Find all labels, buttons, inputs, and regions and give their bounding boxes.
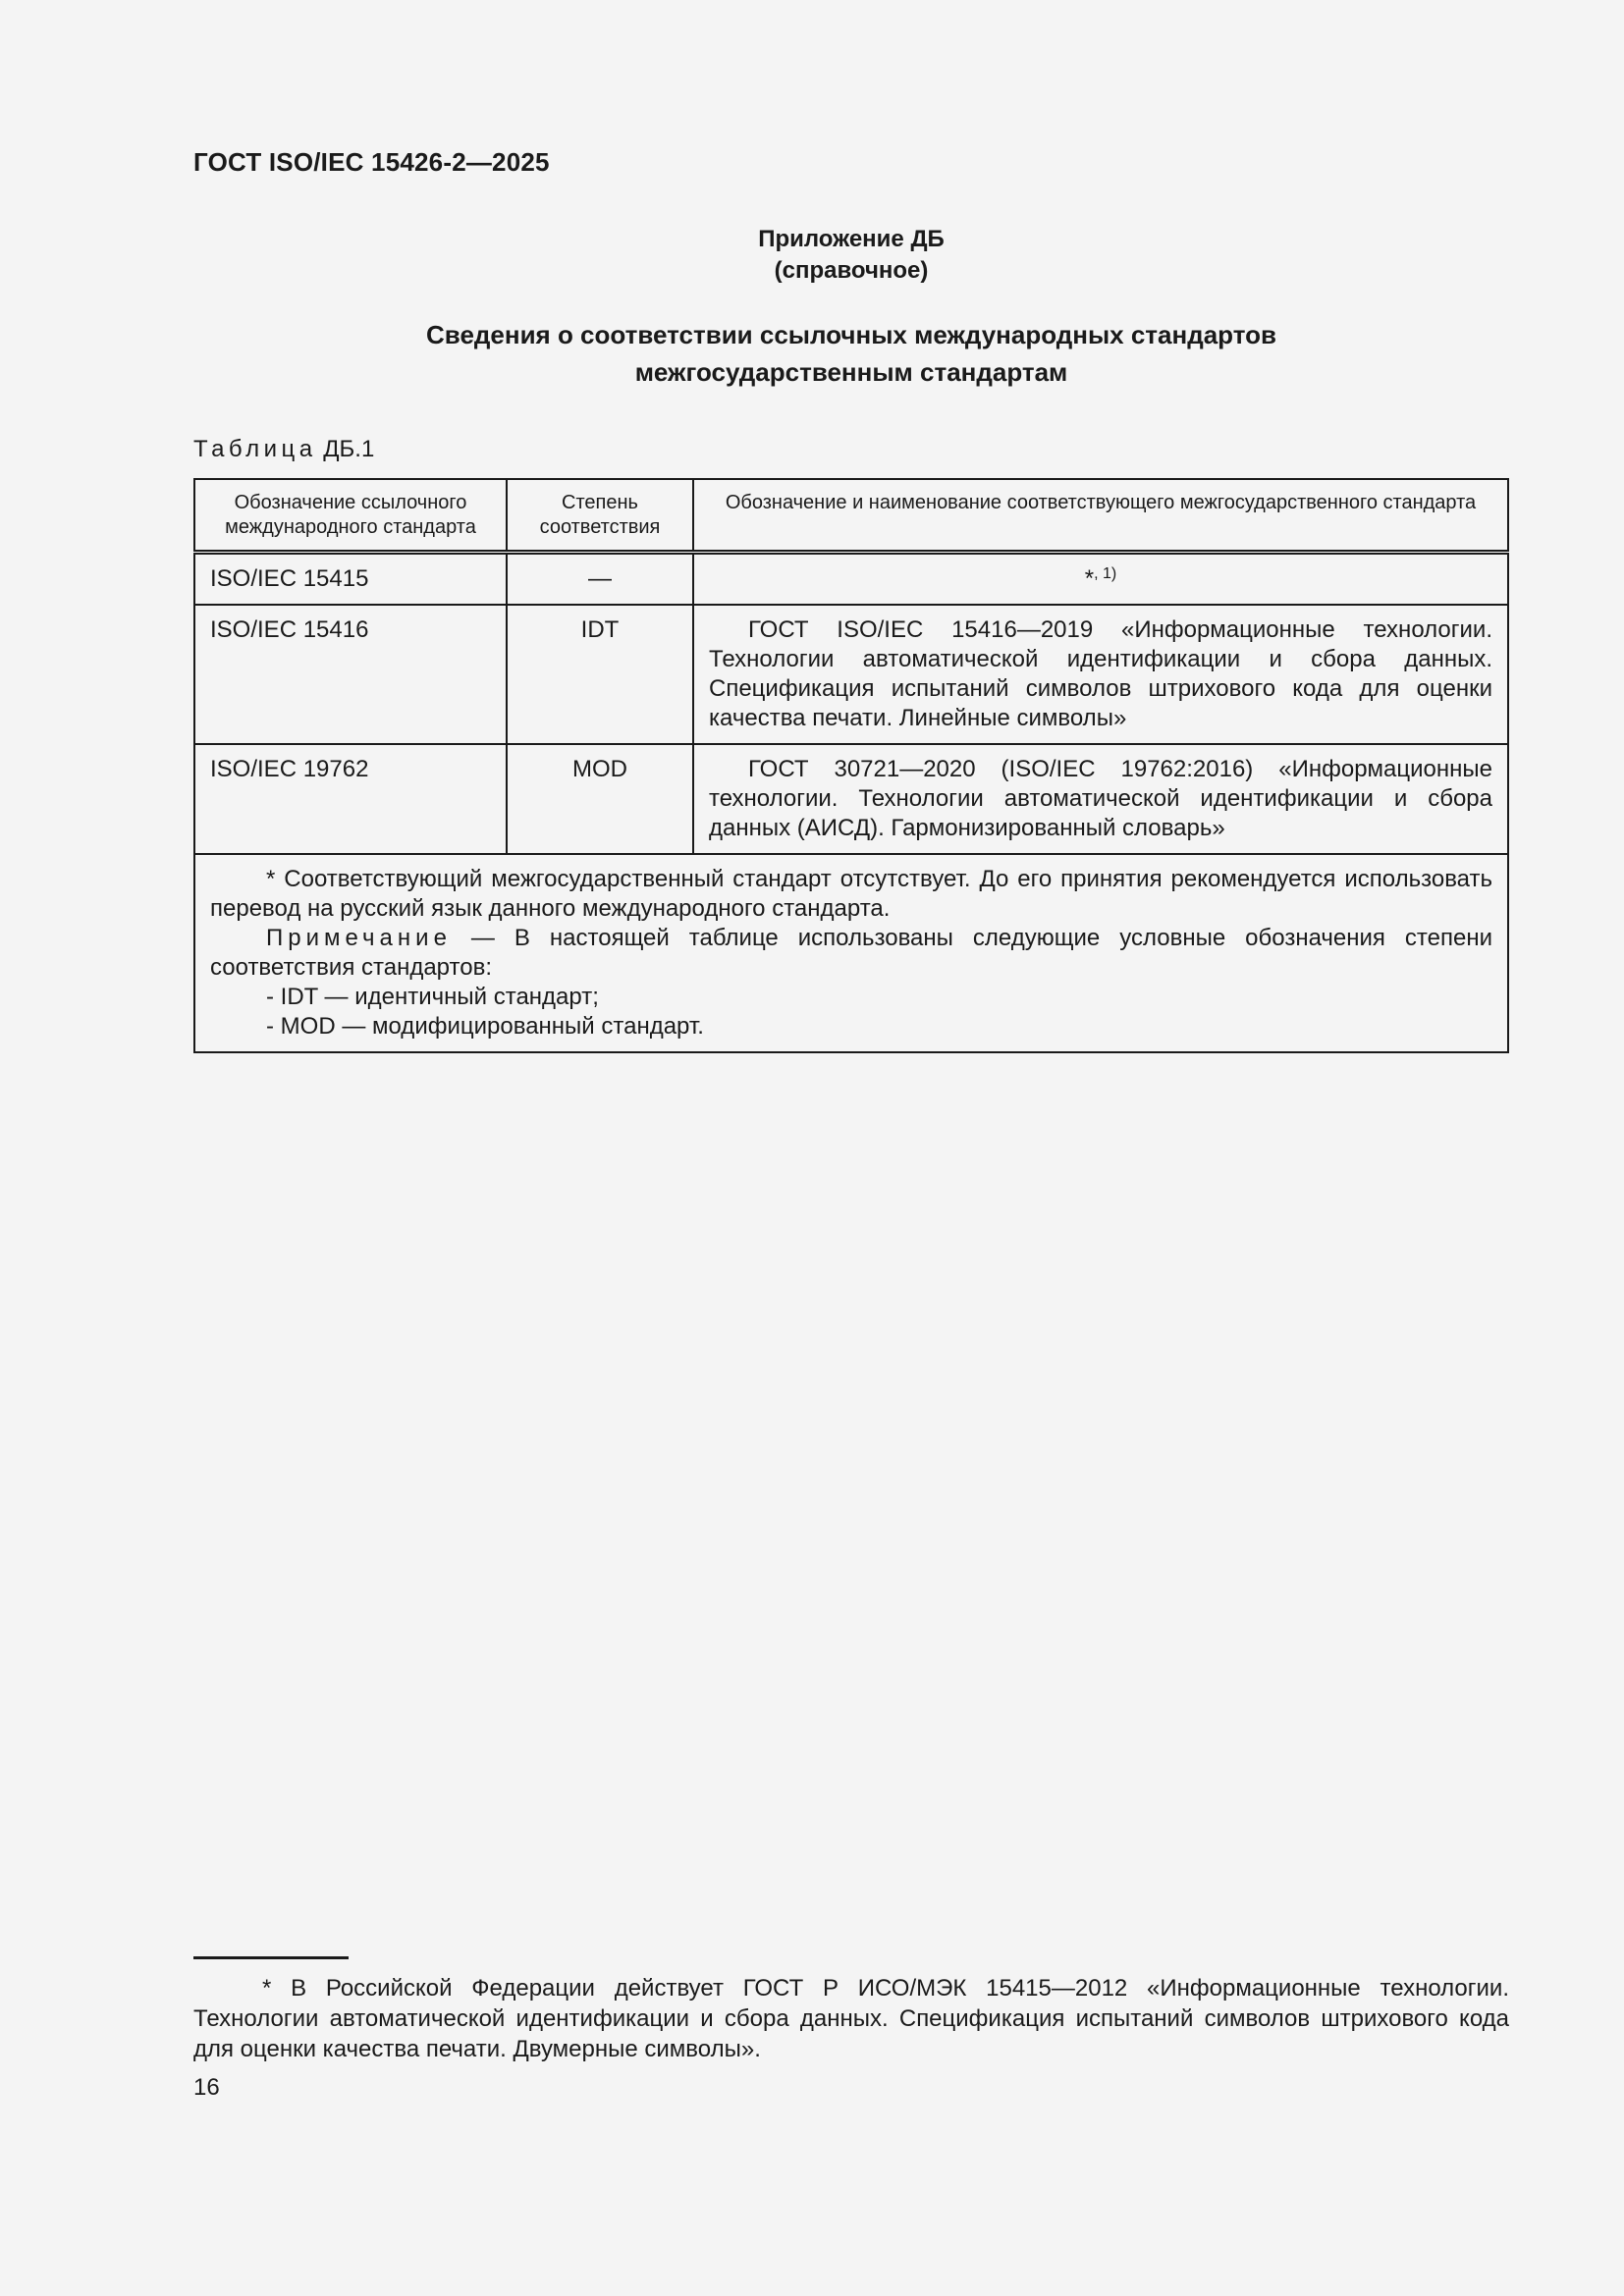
cell-degree: —: [507, 553, 693, 606]
correspondence-table: [193, 478, 1509, 1053]
cell-standard: ISO/IEC 15415: [194, 553, 507, 606]
page-footnote: [193, 1973, 1509, 2064]
heading-line-1: Сведения о соответствии ссылочных международных стандартов: [426, 320, 1276, 349]
column-header-text: Степень: [562, 492, 638, 513]
cell-standard: ISO/IEC 15416: [194, 605, 507, 744]
table-row: [194, 553, 1508, 606]
footnote-text: * В Российской Федерации действует ГОСТ Р ИСО/МЭК 15415—2012 «Информационные технологии. Технологии автоматической идентификации и сбора данных. Спецификация испытаний символов штрихового кода для оценки качества печати. Двумерные символы».: [193, 1975, 1509, 2062]
page-number: 16: [193, 2074, 220, 2101]
column-header-text: Обозначение ссылочного: [234, 492, 467, 513]
cell-description: [693, 553, 1508, 606]
description-text: ГОСТ 30721—2020 (ISO/IEC 19762:2016) «Информационные технологии. Технологии автоматической идентификации и сбора данных (АИСД). Гармонизированный словарь»: [709, 756, 1492, 841]
asterisk-note: * Соответствующий межгосударственный стандарт отсутствует. До его принятия рекомендуется использовать перевод на русский язык данного международного стандарта.: [210, 866, 1492, 922]
asterisk-mark: *: [1084, 565, 1095, 592]
heading-line-2: межгосударственным стандартам: [634, 357, 1068, 387]
note-paragraph: [210, 924, 1492, 983]
column-header-interstate-standard: [693, 479, 1508, 553]
table-row: [194, 605, 1508, 744]
column-header-text: соответствия: [539, 516, 661, 538]
column-header-reference-standard: [194, 479, 507, 553]
annex-title: Приложение ДБ: [758, 226, 945, 252]
cell-description: [693, 744, 1508, 854]
list-item: - MOD — модифицированный стандарт.: [266, 1013, 704, 1040]
table-caption-number: ДБ.1: [323, 436, 375, 462]
table-caption-word: Таблица: [193, 436, 317, 462]
footnote-reference: , 1): [1094, 565, 1117, 582]
cell-description: [693, 605, 1508, 744]
document-code-header: ГОСТ ISO/IEC 15426-2—2025: [193, 147, 550, 177]
table-notes-row: [194, 854, 1508, 1052]
table-header-row: [194, 479, 1508, 553]
table-caption: [193, 436, 374, 463]
cell-standard: ISO/IEC 19762: [194, 744, 507, 854]
note-text: — В настоящей таблице использованы следующие условные обозначения степени соответствия стандартов:: [210, 925, 1492, 981]
note-label: Примечание: [266, 925, 452, 951]
cell-degree: IDT: [507, 605, 693, 744]
footnote-separator: [193, 1956, 349, 1959]
column-header-text: международного стандарта: [225, 516, 476, 538]
annex-status: (справочное): [774, 257, 929, 284]
column-header-degree: [507, 479, 693, 553]
table-row: [194, 744, 1508, 854]
column-header-text: Обозначение и наименование соответствующего межгосударственного стандарта: [725, 492, 1477, 513]
list-item: - IDT — идентичный стандарт;: [266, 984, 599, 1010]
cell-degree: MOD: [507, 744, 693, 854]
table-notes: [194, 854, 1508, 1052]
section-heading: [193, 316, 1509, 391]
description-text: ГОСТ ISO/IEC 15416—2019 «Информационные технологии. Технологии автоматической идентификации и сбора данных. Спецификация испытаний символов штрихового кода для оценки качества печати. Линейные символы»: [709, 616, 1492, 731]
